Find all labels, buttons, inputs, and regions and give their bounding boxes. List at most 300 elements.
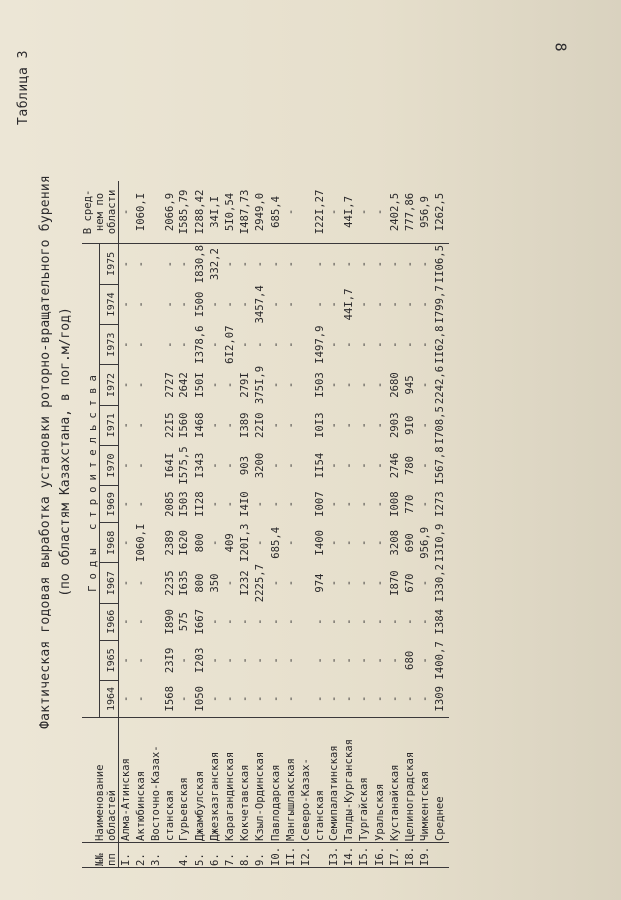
year-value: - [343,341,356,348]
year-value: - [358,341,371,348]
year-value: - [224,500,237,508]
year-value: 2085 [164,491,177,517]
year-value: - [284,657,297,664]
year-value: - [254,539,267,546]
year-value: - [342,681,357,718]
year-value: - [373,681,388,718]
region-name-line: Кокчетавская [239,764,252,841]
year-value: 2903 [388,412,401,438]
year-value: - [284,301,297,308]
year-value: - [254,618,267,625]
year-value: - [343,422,356,429]
year-value: - [224,422,237,429]
row-number: I0. [269,843,284,868]
year-value: - [208,301,221,308]
year-value: I503 [178,491,191,517]
header-year: I968 [100,523,119,563]
year-value: I890 [164,608,177,635]
page-number: 8 [551,42,570,52]
year-value: - [373,422,386,429]
year-value: 9I0 [404,415,417,435]
region-name-line: Семипалатинская [328,745,341,841]
year-value: - [419,341,432,348]
year-value: - [328,422,341,429]
year-value: - [328,539,341,546]
year-value: - [343,539,356,546]
year-value: 22I0 [254,412,267,438]
year-value: - [269,657,282,664]
year-value: - [284,579,297,587]
region-name-line: Среднее [434,796,447,841]
year-value: - [404,260,417,268]
year-value: - [373,341,386,348]
region-name-line: Павлодарская [269,764,282,841]
row-number: I7. [388,843,403,868]
year-value: - [328,618,341,625]
year-value: I560 [178,412,191,438]
year-value: - [373,618,386,625]
year-value: - [343,381,356,389]
year-value: - [120,579,132,587]
year-value: - [208,657,221,664]
region-average: I060,I [134,181,149,244]
year-value: 23I9 [164,647,177,674]
year-value: - [269,422,282,429]
year-value: - [388,301,401,308]
year-value: - [373,539,386,546]
year-value: - [224,618,237,625]
year-value: - [419,618,432,625]
year-value: I309 [433,681,448,718]
year-value: - [135,500,148,508]
header-year: 1964 [100,681,119,718]
year-value: - [419,422,432,429]
table-row [403,181,418,868]
header-avg-line: В сред- [82,189,94,235]
year-value: - [178,260,191,268]
year-value: I870 [388,570,401,596]
row-number: I6. [373,843,388,868]
year-value: - [343,260,356,268]
year-value: 2242,6 [434,365,447,405]
region-name-line: Кустанайская [388,764,401,841]
table-row [238,181,253,868]
header-year: I966 [100,603,119,640]
region-name-line: Алма-Атинская [120,758,132,841]
region-name-line: станская [164,789,177,841]
year-value: 2389 [164,530,177,556]
year-value: - [373,579,386,587]
region-average: - [373,181,388,244]
year-value: - [299,681,327,718]
year-value: I400,7 [434,641,447,680]
year-value: - [120,381,132,389]
region-name-line: Мангышлакская [284,758,297,841]
year-value: - [223,681,238,718]
header-avg-line: области [106,189,118,235]
year-value: - [373,500,386,508]
region-name-line: Чимкентская [419,770,432,841]
year-value: - [135,462,148,469]
year-value: - [404,301,417,308]
region-average: 5I0,54 [223,181,238,244]
year-value: - [388,657,401,664]
region-average: I262,5 [433,181,448,244]
year-value: - [358,381,371,389]
year-value: - [120,539,132,546]
year-value: - [373,657,386,664]
year-value: - [224,381,237,389]
year-value: - [373,260,386,268]
year-value: - [178,657,191,664]
region-average: 2066,9 [149,181,177,244]
year-value: - [164,301,177,308]
year-value: - [224,301,237,308]
year-value: - [388,681,403,718]
year-value: - [418,681,433,718]
region-name-line: Северо-Казах- [300,758,313,841]
year-value: - [254,260,267,268]
year-value: I64I [164,452,177,479]
year-value: 279I [239,372,252,398]
year-value: - [269,301,282,308]
year-value: 690 [404,533,417,553]
year-value: - [328,341,341,348]
year-value: - [358,301,371,308]
year-value: - [388,341,401,348]
region-name-line: Джамбулская [193,770,206,841]
year-value: - [239,657,252,664]
table-row [373,181,388,868]
table-row [177,181,192,868]
region-average: - [284,181,299,244]
year-value: 974 [314,573,327,593]
header-avg [82,181,119,244]
region-name-line: Актюбинская [135,770,148,841]
region-name [373,718,388,843]
year-value: 680 [404,650,417,670]
year-value: - [373,462,386,469]
year-value: 6I2,07 [224,325,237,364]
header-year: I973 [100,325,119,365]
year-value: - [208,500,221,508]
table-row [119,181,135,868]
year-value: - [284,260,297,268]
header-year: I969 [100,486,119,523]
year-value: II06,5 [434,244,447,284]
year-value: - [314,657,327,664]
year-value: I503 [314,372,327,398]
year-value: 2235 [164,570,177,596]
row-number: I. [119,843,135,868]
year-value: I007 [314,491,327,517]
table-row [342,181,357,868]
year-value: I568 [149,681,177,718]
year-value: 22I5 [164,412,177,438]
year-value: - [119,681,135,718]
year-value: - [358,539,371,546]
year-value: 903 [239,455,252,476]
region-name-line: Кзыл-Ординская [254,751,267,841]
year-value: 945 [404,375,417,395]
region-name [327,718,342,843]
row-number: 5. [193,843,208,868]
year-value: - [238,681,253,718]
year-value: - [284,539,297,546]
year-value: I575,5 [178,446,191,485]
year-value: I620 [178,530,191,556]
year-value: - [419,657,432,664]
region-average: 44I,7 [342,181,357,244]
table-row [193,181,208,868]
region-average: I585,79 [177,181,192,244]
region-name [433,718,448,843]
year-value: - [373,301,386,308]
region-average: - [357,181,372,244]
year-value: - [208,422,221,429]
table-row [253,181,268,868]
year-value: - [224,579,237,587]
header-num [82,843,119,868]
region-average: - [327,181,342,244]
year-value: - [208,462,221,469]
year-value: - [373,381,386,389]
year-value: 3208 [388,530,401,556]
region-name [357,718,372,843]
region-name-line: Уральская [373,783,386,841]
year-value: - [208,381,221,389]
region-name-line: Джезказганская [208,751,221,841]
region-name [208,718,223,843]
region-name-line: Целиноградская [404,751,417,841]
year-value: I4I0 [239,491,252,517]
year-value: - [404,341,417,348]
region-name [418,718,433,843]
region-name [223,718,238,843]
year-value: - [239,618,252,625]
header-years-group: Годы строительства [82,243,100,717]
year-value: - [135,381,148,389]
year-value: - [343,657,356,664]
year-value: - [284,381,297,389]
year-value: - [208,618,221,625]
table-row [149,181,177,868]
table-row [269,181,284,868]
year-value: - [120,618,132,625]
table-label: Таблица 3 [16,50,31,125]
header-num-line: пп [106,853,118,866]
year-value: 375I,9 [254,365,267,405]
table-row [418,181,433,868]
year-value: I232 [239,570,252,596]
year-value: - [328,462,341,469]
year-value: 2727 [164,372,177,398]
year-value: - [269,681,284,718]
year-value: - [284,341,297,348]
year-value: - [343,618,356,625]
year-value: - [269,579,282,587]
year-value: 332,2 [208,248,221,281]
table-title: Фактическая годовая выработка установки роторно-вращательного бурения [38,175,53,729]
year-value: - [358,579,371,587]
year-value: - [224,657,237,664]
region-average: - [119,181,135,244]
table-row [208,181,223,868]
header-avg-line: нем по [94,192,106,232]
year-value: - [135,657,148,664]
table-row [433,181,448,868]
year-value: I008 [388,491,401,517]
year-value: - [254,500,267,508]
year-value: 3200 [254,452,267,479]
row-number: 9. [253,843,268,868]
region-name [119,718,135,843]
year-value: - [358,422,371,429]
year-value: - [253,681,268,718]
row-number: I8. [403,843,418,868]
region-name [193,718,208,843]
year-value: - [328,301,341,308]
row-number: 4. [177,843,192,868]
table-row [327,181,342,868]
year-value: - [134,681,149,718]
year-value: I378,6 [193,325,206,364]
year-value: - [388,618,401,625]
year-value: - [343,462,356,469]
rotated-table-page [12,22,612,882]
region-average: I288,42 [193,181,208,244]
year-value: - [328,260,341,268]
table-row [357,181,372,868]
region-name [177,718,192,843]
year-value: - [120,301,132,308]
year-value: - [208,681,223,718]
year-value: - [358,618,371,625]
year-value: - [284,422,297,429]
header-name-line: Наименование [94,764,106,841]
year-value: I50I [193,372,206,398]
year-value: II28 [193,491,206,517]
region-name-line: Карагандинская [224,751,237,841]
year-value: - [357,681,372,718]
year-value: - [239,341,252,348]
header-year: I965 [100,640,119,680]
year-value: - [254,657,267,664]
year-value: I635 [178,570,191,596]
year-value: - [269,618,282,625]
region-name [388,718,403,843]
year-value: - [328,579,341,587]
year-value: - [135,301,148,308]
year-value: - [314,260,327,268]
year-value: 575 [178,612,191,632]
region-average: I22I,27 [299,181,327,244]
year-value: - [419,462,432,469]
year-value: - [120,462,132,469]
year-value: - [419,579,432,587]
table-subtitle: (по областям Казахстана, в пог.м/год) [58,307,73,597]
year-value: - [164,260,177,268]
year-value: I050 [193,681,208,718]
year-value: - [358,657,371,664]
year-value: I384 [434,608,447,635]
region-name [149,718,177,843]
year-value: I20I,3 [239,523,252,562]
year-value: - [224,462,237,469]
year-value: - [135,341,148,348]
year-value: 956,9 [419,526,432,559]
year-value: - [269,500,282,508]
year-value: 800 [193,533,206,553]
year-value: I830,8 [193,244,206,284]
year-value: - [135,422,148,429]
header-year: I970 [100,445,119,485]
row-number: I9. [418,843,433,868]
year-value: - [208,341,221,348]
year-value: II62,8 [434,325,447,364]
year-value: I203 [193,647,206,674]
year-value: - [404,618,417,625]
year-value: - [419,500,432,508]
year-value: - [208,539,221,546]
region-name-line: Талды-Курганская [343,738,356,841]
year-value: I468 [193,412,206,438]
row-number: I2. [299,843,327,868]
year-value: - [388,260,401,268]
year-value: 780 [404,455,417,476]
year-value: - [224,260,237,268]
year-value: I497,9 [314,325,327,364]
year-value: I667 [193,608,206,635]
year-value: - [358,500,371,508]
region-name [269,718,284,843]
year-value: - [314,618,327,625]
year-value: I330,2 [434,563,447,603]
row-number: I3. [327,843,342,868]
year-value: - [269,260,282,268]
year-value: - [328,657,341,664]
year-value: - [419,301,432,308]
year-value: - [269,381,282,389]
row-number: 3. [149,843,177,868]
year-value: - [135,260,148,268]
year-value: - [358,260,371,268]
row-number: 2. [134,843,149,868]
table-header [82,181,119,868]
year-value: - [419,381,432,389]
year-value: - [135,618,148,625]
year-value: 3457,4 [254,285,267,324]
row-number: 7. [223,843,238,868]
header-name-line: областей [106,789,118,841]
year-value: 770 [404,494,417,514]
header-name [82,718,119,843]
year-value: - [314,301,327,308]
header-num-line: №№ [94,853,106,866]
year-value: 409 [224,533,237,553]
year-value: - [284,462,297,469]
year-value: 2746 [388,452,401,479]
year-value: - [120,341,132,348]
year-value: I343 [193,452,206,479]
table-row [134,181,149,868]
region-average: 34I,I [208,181,223,244]
header-year: I971 [100,405,119,445]
year-value: - [343,579,356,587]
year-value: 44I,7 [343,288,356,321]
year-value: - [358,462,371,469]
year-value: - [254,341,267,348]
